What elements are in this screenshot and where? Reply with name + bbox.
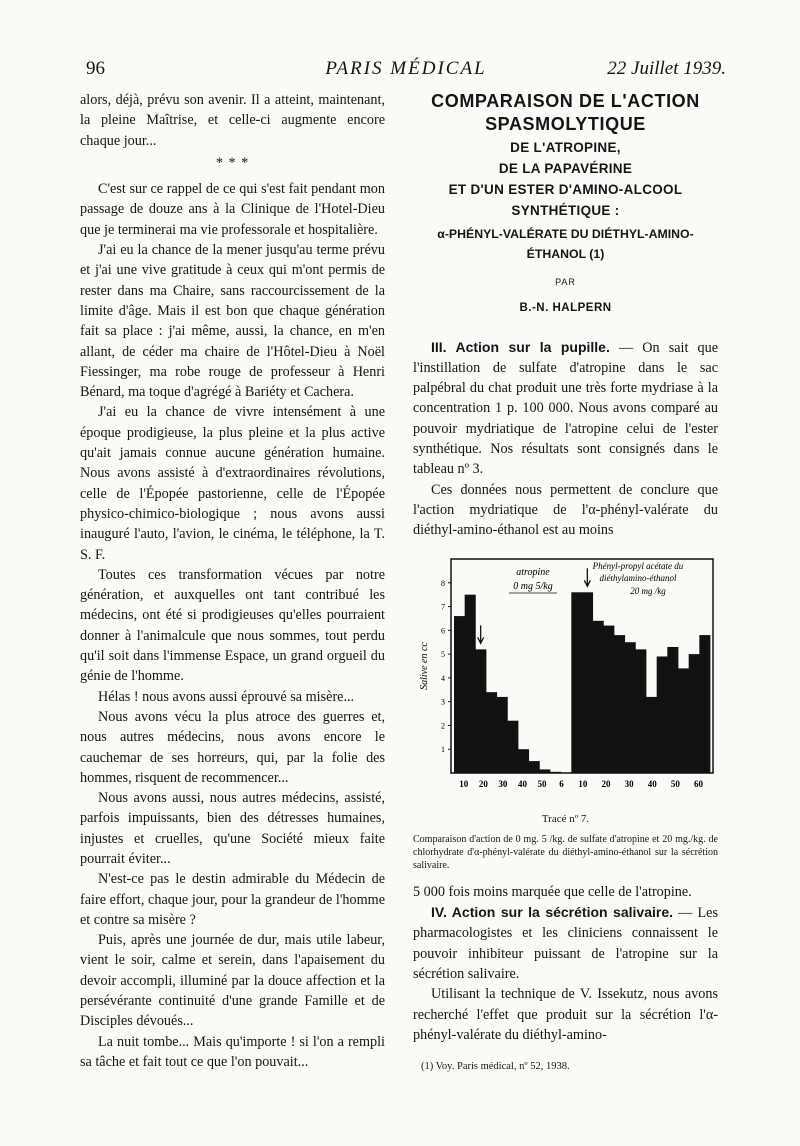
ester-bar — [571, 592, 582, 773]
article-title-line: DE LA PAPAVÉRINE — [498, 161, 633, 176]
section-heading: IV. Action sur la sécrétion salivaire. — [431, 904, 673, 921]
atropine-bar — [507, 720, 518, 772]
paragraph: La nuit tombe... Mais qu'importe ! si l'on a rempli sa tâche et fait tout ce que l'on pouvait... — [80, 1033, 385, 1070]
y-tick-label: 8 — [441, 578, 445, 588]
paragraph: Toutes ces transformation vécues par notre génération, et auxquelles ont tant contribué les médecins, ont été si prodigieuses qu'elles pourraient donner à l'animalcule que nous sommes, tout perdu qu'il soit dans l'immense Espace, un grand orgueil du génie de l'homme. — [80, 566, 385, 685]
ester-bar — [667, 647, 678, 773]
y-tick-label: 2 — [441, 721, 445, 731]
ester-bar — [625, 642, 636, 773]
article-subtitle: α-PHÉNYL-VALÉRATE DU DIÉTHYL-AMINO-ÉTHANOL (1) — [437, 227, 694, 261]
panel-annotation: 20 mg /kg — [630, 585, 666, 596]
paragraph: Ces données nous permettent de conclure que l'action mydriatique de l'α-phényl-valérate du diéthyl-amino-éthanol est au moins — [413, 481, 718, 539]
panel-annotation: Phényl-propyl acétate du — [592, 560, 684, 571]
figure-label: Tracé nº 7. — [541, 812, 590, 825]
paragraph-text: — Les pharmacologistes et les cliniciens connaissent le pouvoir inhibiteur puissant de l'atropine sur la sécrétion salivaire. — [413, 905, 718, 983]
x-tick-label: 10 — [578, 778, 588, 789]
panel-annotation: atropine — [516, 566, 550, 578]
atropine-bar — [465, 594, 476, 772]
y-tick-label: 5 — [441, 649, 445, 659]
panel-annotation: 0 mg 5/kg — [513, 580, 553, 592]
byline-par: PAR — [555, 277, 576, 287]
article-title-line: SYNTHÉTIQUE : — [511, 203, 620, 218]
journal-title: PARIS MÉDICAL — [325, 58, 487, 79]
figure — [413, 553, 718, 872]
y-tick-label: 3 — [441, 697, 445, 707]
page-header — [86, 58, 726, 84]
figure-caption: Comparaison d'action de 0 mg. 5 /kg. de sulfate d'atropine et 20 mg./kg. de chlorhydrate d'α-phényl-valérate du diéthyl-amino-éthanol sur la sécrétion salivaire. — [413, 833, 718, 871]
paragraph: J'ai eu la chance de vivre intensément à une époque prodigieuse, la plus pleine et la plus active qu'ait jamais connue aucune génération humaine. Nous avons assisté à d'extraordinaires révolutions, celle de l'Épopée pastorienne, celle de l'Épopée physico-chimico-biologique ; nous avons aussi inauguré l'auto, l'avion, le cinéma, le téléphone, la T. S. F. — [80, 404, 385, 563]
salivation-chart — [413, 553, 718, 803]
ester-bar — [614, 635, 625, 773]
x-tick-label: 20 — [601, 778, 611, 789]
x-tick-label: 30 — [498, 778, 508, 789]
atropine-bar — [497, 696, 508, 772]
paragraph: Utilisant la technique de V. Issekutz, nous avons recherché l'effet que produit sur la sécrétion l'α-phényl-valérate du diéthyl-amino- — [413, 986, 718, 1043]
paragraph: alors, déjà, prévu son avenir. Il a atteint, maintenant, la pleine Maîtrise, et celle-ci augmente encore chaque jour... — [80, 92, 385, 149]
issue-date: 22 Juillet 1939. — [607, 58, 726, 79]
paragraph: Nous avons aussi, nous autres médecins, assisté, parfois impuissants, bien des détresses humaines, injustes et cruelles, qu'une Société mieux faite pourrait éviter... — [80, 790, 385, 867]
article-title-line: SPASMOLYTIQUE — [485, 114, 646, 134]
paragraph: J'ai eu la chance de la mener jusqu'au terme prévu et j'ai une vive gratitude à ceux qui m'ont permis de rester dans ma Chaire, sans raccourcissement de la limite d'âge. Mais il est bon que chaque génération fait sa place : j'ai même, aussi, la chance, en m'en allant, de céder ma chaire de l'Hôtel-Dieu à Noël Fiessinger, ma robe rouge de professeur à Henri Bénard, ma toque d'agrégé à Bariéty et Cachera. — [80, 242, 385, 401]
atropine-bar — [518, 749, 529, 773]
atropine-bar — [475, 649, 486, 773]
ester-bar — [699, 635, 710, 773]
ester-bar — [646, 696, 657, 772]
paragraph: N'est-ce pas le destin admirable du Médecin de faire effort, chaque jour, pour la grandeur de l'homme et contre sa misère ? — [80, 871, 385, 928]
ester-bar — [657, 656, 668, 773]
paragraph: 5 000 fois moins marquée que celle de l'atropine. — [413, 883, 692, 900]
section-heading: III. Action sur la pupille. — [431, 338, 610, 355]
right-column — [413, 90, 718, 1078]
y-axis-label: Salive en cc — [419, 641, 430, 690]
y-tick-label: 1 — [441, 744, 445, 754]
paragraph — [413, 902, 718, 984]
section-separator: * * * — [215, 154, 250, 171]
x-tick-label: 50 — [537, 778, 547, 789]
x-tick-label: 40 — [517, 778, 527, 789]
atropine-bar — [454, 616, 465, 773]
atropine-bar — [486, 692, 497, 773]
page-number: 96 — [86, 58, 105, 79]
article-author: B.-N. HALPERN — [519, 302, 612, 315]
ester-bar — [635, 649, 646, 773]
article-title-line: DE L'ATROPINE, — [510, 140, 621, 155]
paragraph: Puis, après une journée de dur, mais utile labeur, vient le soir, calme et serein, dans l'apaisement du devoir accompli, illuminé par la douce affection et la persévérante continuité d'une grande Famille et de Disciples dévoués... — [80, 932, 385, 1030]
ester-bar — [582, 592, 593, 773]
x-tick-label: 20 — [478, 778, 488, 789]
atropine-bar — [550, 771, 561, 772]
x-tick-label: 30 — [624, 778, 634, 789]
paragraph-text: — On sait que l'instillation de sulfate d'atropine dans le sac palpébral du chat produit une très forte mydriase à la concentration 1 p. 100 000. Nous avons comparé au pouvoir mydriatique de l'atropine celui de l'ester synthétique. Nos résultats sont consignés dans le tableau nº 3. — [413, 339, 718, 478]
ester-bar — [593, 620, 604, 772]
atropine-bar — [539, 769, 550, 773]
panel-annotation: diéthylamino-éthanol — [599, 572, 677, 583]
paragraph: Nous avons vécu la plus atroce des guerres et, nous autres médecins, nous avons encore le cauchemar de ses horreurs, qui, par la folie des hommes, risquent de recommencer... — [80, 708, 385, 786]
y-tick-label: 6 — [441, 625, 445, 635]
paragraph — [413, 337, 718, 480]
atropine-bar — [529, 761, 540, 773]
y-tick-label: 7 — [441, 602, 445, 612]
article-title-line: COMPARAISON DE L'ACTION — [431, 91, 700, 111]
x-tick-label: 10 — [459, 778, 469, 789]
ester-bar — [689, 654, 700, 773]
ester-bar — [678, 668, 689, 773]
x-tick-label: 50 — [670, 778, 680, 789]
footnote: (1) Voy. Paris médical, nº 52, 1938. — [421, 1061, 570, 1073]
x-tick-label: 6 — [559, 778, 564, 789]
paragraph: C'est sur ce rappel de ce qui s'est fait pendant mon passage de douze ans à la Clinique de l'Hotel-Dieu que je terminerai ma vie professorale et hospitalière. — [80, 181, 385, 238]
article-title-line: ET D'UN ESTER D'AMINO-ALCOOL — [448, 182, 683, 197]
ester-bar — [603, 625, 614, 772]
paragraph: Hélas ! nous avons aussi éprouvé sa misère... — [98, 688, 355, 705]
left-column — [80, 90, 385, 1072]
x-tick-label: 60 — [693, 778, 703, 789]
x-tick-label: 40 — [647, 778, 657, 789]
y-tick-label: 4 — [441, 673, 445, 683]
